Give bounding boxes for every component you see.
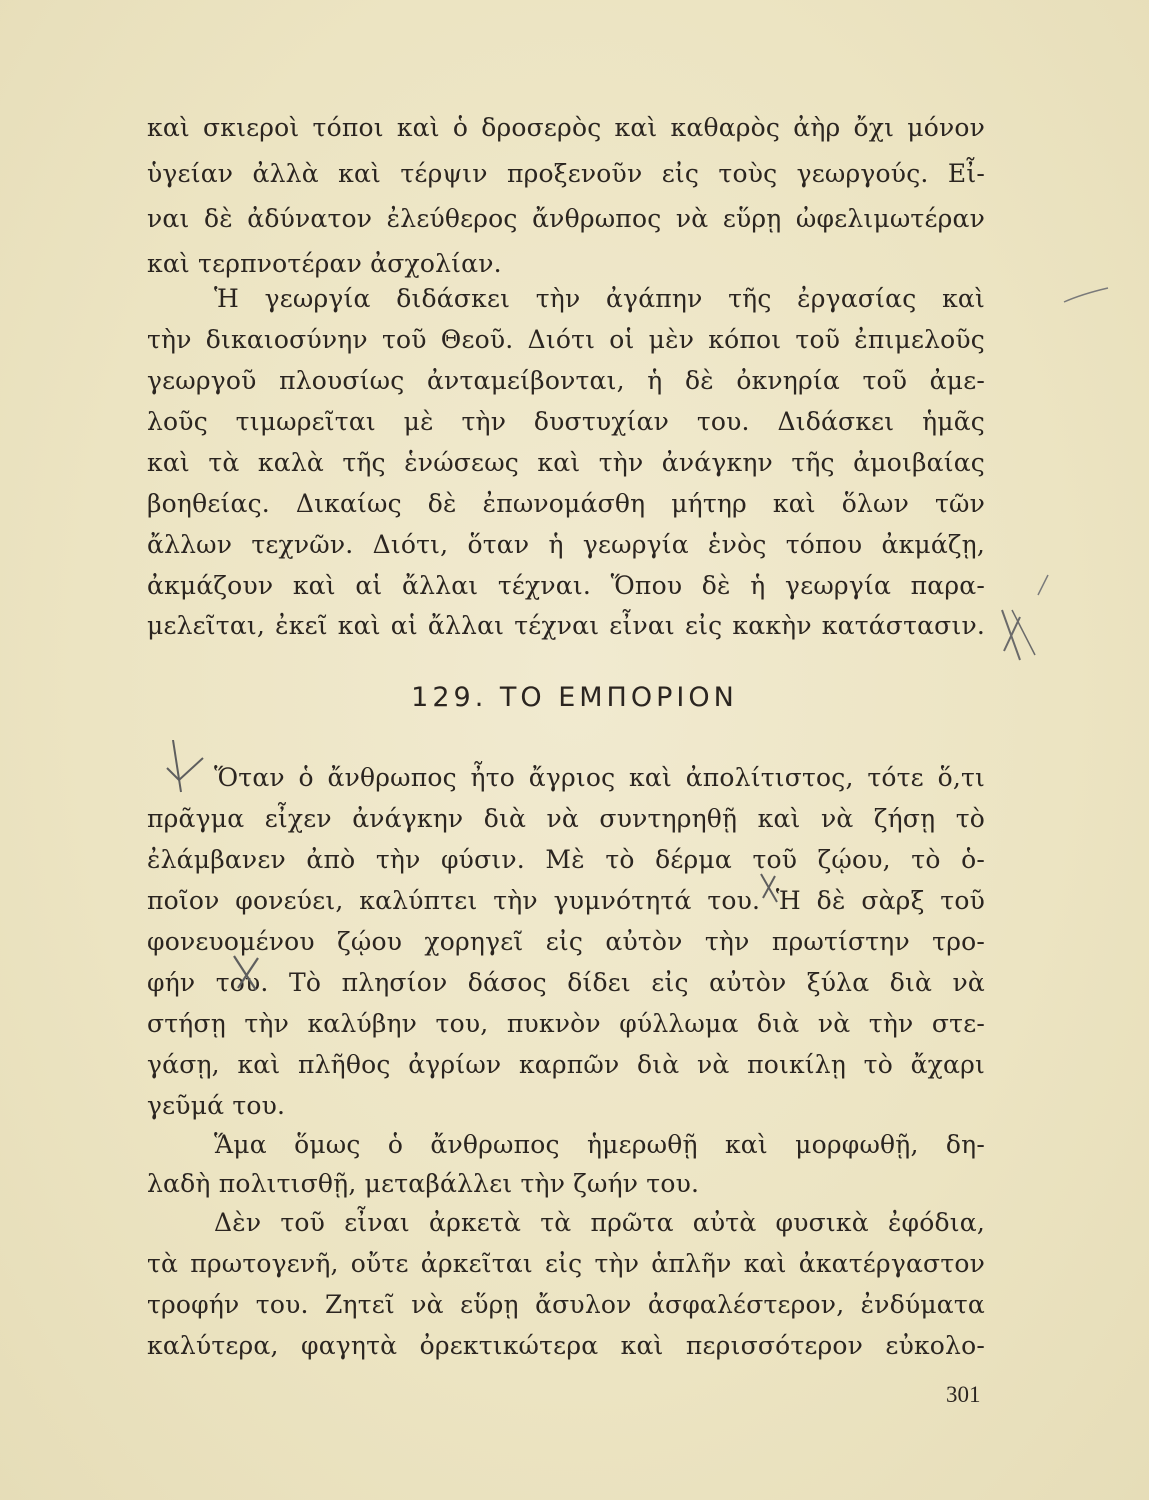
text-line: φήν του. Τὸ πλησίον δάσος δίδει εἰς αὐτὸν ξύλα διὰ νὰ [147, 968, 985, 997]
text-line: μελεῖται, ἐκεῖ καὶ αἱ ἄλλαι τέχναι εἶναι εἰς κακὴν κατάστασιν. [147, 611, 985, 640]
text-line: ἄλλων τεχνῶν. Διότι, ὅταν ἡ γεωργία ἑνὸς τόπου ἀκμάζῃ, [147, 530, 985, 559]
text-line: φονευομένου ζῴου χορηγεῖ εἰς αὐτὸν τὴν πρωτίστην τρο- [147, 927, 985, 956]
pencil-stroke-icon [1062, 280, 1112, 310]
text-line: ποῖον φονεύει, καλύπτει τὴν γυμνότητά του. Ἡ δὲ σὰρξ τοῦ [147, 886, 985, 915]
text-line: καλύτερα, φαγητὰ ὀρεκτικώτερα καὶ περισσότερον εὐκολο- [147, 1331, 985, 1360]
text-line: γάσῃ, καὶ πλῆθος ἀγρίων καρπῶν διὰ νὰ ποικίλῃ τὸ ἄχαρι [147, 1050, 985, 1079]
section-heading: 129. ΤΟ ΕΜΠΟΡΙΟΝ [411, 682, 738, 713]
text-line: γεῦμά του. [147, 1091, 286, 1120]
text-line: λαδὴ πολιτισθῇ, μεταβάλλει τὴν ζωήν του. [147, 1169, 700, 1198]
text-line: Ὅταν ὁ ἄνθρωπος ἦτο ἄγριος καὶ ἀπολίτιστος, τότε ὅ,τι [214, 763, 985, 792]
text-line: καὶ τερπνοτέραν ἀσχολίαν. [147, 249, 502, 278]
handwritten-check-mark-icon [163, 740, 213, 800]
text-line: ὑγείαν ἀλλὰ καὶ τέρψιν προξενοῦν εἰς τοὺς γεωργούς. Εἶ- [147, 159, 985, 188]
text-line: τὰ πρωτογενῆ, οὔτε ἀρκεῖται εἰς τὴν ἁπλῆν καὶ ἀκατέργαστον [147, 1249, 985, 1278]
text-line: ναι δὲ ἀδύνατον ἐλεύθερος ἄνθρωπος νὰ εὕρῃ ὠφελιμωτέραν [147, 204, 985, 233]
page-number: 301 [946, 1382, 981, 1407]
text-line: καὶ σκιεροὶ τόποι καὶ ὁ δροσερὸς καὶ καθαρὸς ἀὴρ ὄχι μόνον [147, 113, 985, 142]
text-line: Δὲν τοῦ εἶναι ἀρκετὰ τὰ πρῶτα αὐτὰ φυσικὰ ἐφόδια, [214, 1208, 985, 1237]
handwritten-x-mark-icon [990, 555, 1070, 665]
handwritten-slash-mark-icon [755, 868, 785, 908]
text-line: τροφήν του. Ζητεῖ νὰ εὕρῃ ἄσυλον ἀσφαλέστερον, ἐνδύματα [147, 1290, 985, 1319]
text-line: Ἡ γεωργία διδάσκει τὴν ἀγάπην τῆς ἐργασίας καὶ [214, 284, 985, 313]
text-line: ἐλάμβανεν ἀπὸ τὴν φύσιν. Μὲ τὸ δέρμα τοῦ ζῴου, τὸ ὁ- [147, 845, 985, 874]
text-line: τὴν δικαιοσύνην τοῦ Θεοῦ. Διότι οἱ μὲν κόποι τοῦ ἐπιμελοῦς [147, 325, 985, 354]
text-line: Ἅμα ὅμως ὁ ἄνθρωπος ἡμερωθῇ καὶ μορφωθῇ, δη- [214, 1130, 985, 1159]
text-line: στήσῃ τὴν καλύβην του, πυκνὸν φύλλωμα διὰ νὰ τὴν στε- [147, 1009, 985, 1038]
handwritten-x-mark-icon [228, 950, 268, 995]
text-line: καὶ τὰ καλὰ τῆς ἑνώσεως καὶ τὴν ἀνάγκην τῆς ἀμοιβαίας [147, 448, 985, 477]
text-line: βοηθείας. Δικαίως δὲ ἐπωνομάσθη μήτηρ καὶ ὅλων τῶν [147, 489, 985, 518]
text-line: ἀκμάζουν καὶ αἱ ἄλλαι τέχναι. Ὅπου δὲ ἡ γεωργία παρα- [147, 571, 985, 600]
text-line: γεωργοῦ πλουσίως ἀνταμείβονται, ἡ δὲ ὀκνηρία τοῦ ἀμε- [147, 366, 985, 395]
text-line: πρᾶγμα εἶχεν ἀνάγκην διὰ νὰ συντηρηθῇ καὶ νὰ ζήσῃ τὸ [147, 804, 985, 833]
text-line: λοῦς τιμωρεῖται μὲ τὴν δυστυχίαν του. Διδάσκει ἡμᾶς [147, 407, 985, 436]
